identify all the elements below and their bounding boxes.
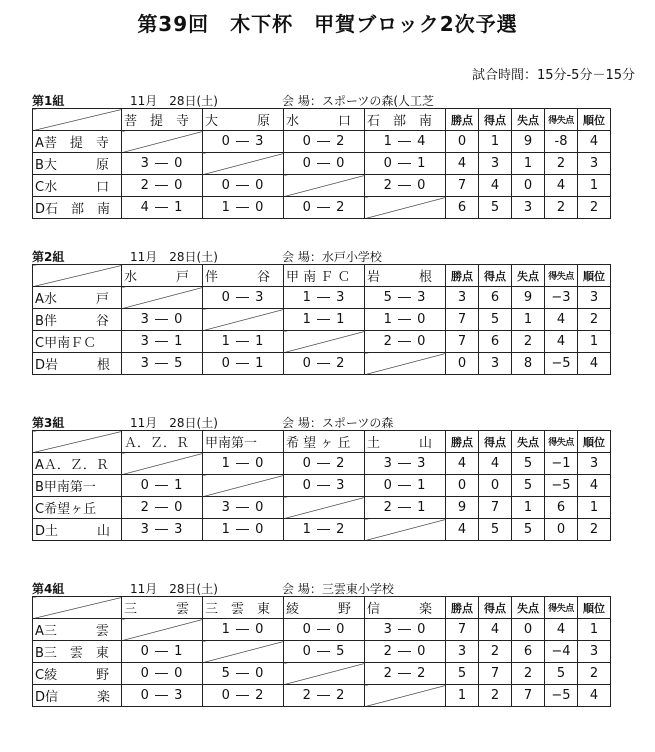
stat-cell: −5 (545, 685, 578, 707)
corner-cell (33, 109, 122, 131)
table-row (33, 131, 611, 153)
self-match-cell (122, 287, 203, 309)
stat-cell: 2 (578, 519, 611, 541)
score-cell: 0 ― 3 (284, 475, 365, 497)
score-cell: 0 ― 1 (122, 475, 203, 497)
score-cell: 0 ― 0 (284, 153, 365, 175)
table-header-row (33, 265, 611, 287)
score-cell: 0 ― 2 (284, 453, 365, 475)
self-match-cell (203, 641, 284, 663)
results-table (32, 108, 611, 219)
self-match-cell (365, 685, 446, 707)
score-cell: 0 ― 2 (203, 685, 284, 707)
stat-header: 勝点 (446, 431, 479, 453)
group-name: 第4組 (32, 582, 65, 596)
stat-header: 失点 (512, 431, 545, 453)
table-row (33, 309, 611, 331)
group-section (32, 248, 640, 375)
stat-cell: 1 (479, 131, 512, 153)
self-match-cell (122, 131, 203, 153)
stat-cell: 2 (545, 153, 578, 175)
stat-cell: 4 (446, 453, 479, 475)
stat-cell: 2 (512, 331, 545, 353)
stat-cell: 3 (578, 641, 611, 663)
self-match-cell (203, 475, 284, 497)
opponent-header: 三 雲 東 (203, 597, 284, 619)
stat-header: 勝点 (446, 265, 479, 287)
table-row (33, 197, 611, 219)
stat-cell: 1 (578, 619, 611, 641)
stat-cell: 4 (578, 353, 611, 375)
stat-cell: 1 (578, 331, 611, 353)
results-table (32, 264, 611, 375)
group-header (32, 248, 640, 264)
table-row (33, 453, 611, 475)
stat-cell: 4 (479, 453, 512, 475)
opponent-header: 土 山 (365, 431, 446, 453)
results-table (32, 596, 611, 707)
group-name: 第3組 (32, 416, 65, 430)
table-row (33, 519, 611, 541)
table-row (33, 353, 611, 375)
opponent-header: 甲 南 Ｆ Ｃ (284, 265, 365, 287)
stat-header: 得点 (479, 109, 512, 131)
self-match-cell (122, 453, 203, 475)
stat-cell: 3 (578, 453, 611, 475)
opponent-header: 石 部 南 (365, 109, 446, 131)
stat-cell: 5 (479, 519, 512, 541)
stat-cell: 5 (545, 663, 578, 685)
corner-cell (33, 265, 122, 287)
score-cell: 5 ― 0 (203, 663, 284, 685)
score-cell: 0 ― 2 (284, 197, 365, 219)
team-label: A三 雲 (33, 619, 122, 641)
opponent-header: 希 望 ヶ 丘 (284, 431, 365, 453)
stat-cell: 6 (479, 331, 512, 353)
stat-cell: 3 (578, 287, 611, 309)
score-cell: 1 ― 2 (284, 519, 365, 541)
stat-cell: 1 (512, 153, 545, 175)
score-cell: 3 ― 0 (203, 497, 284, 519)
table-header-row (33, 109, 611, 131)
opponent-header: 信 楽 (365, 597, 446, 619)
match-time: 試合時間：15分-5分－15分 (471, 68, 635, 83)
stat-cell: 4 (545, 331, 578, 353)
stat-cell: 1 (578, 497, 611, 519)
stat-cell: 6 (512, 641, 545, 663)
stat-cell: 1 (578, 175, 611, 197)
stat-cell: 9 (446, 497, 479, 519)
stat-cell: 4 (446, 519, 479, 541)
stat-cell: 5 (446, 663, 479, 685)
score-cell: 1 ― 0 (365, 309, 446, 331)
stat-header: 勝点 (446, 597, 479, 619)
group-venue: 会 場：スポーツの森 (282, 416, 394, 430)
opponent-header: 大 原 (203, 109, 284, 131)
stat-cell: 5 (512, 475, 545, 497)
stat-cell: 0 (512, 619, 545, 641)
stat-cell: 2 (512, 663, 545, 685)
self-match-cell (284, 497, 365, 519)
table-row (33, 685, 611, 707)
group-section (32, 414, 640, 541)
corner-cell (33, 597, 122, 619)
opponent-header: 水 口 (284, 109, 365, 131)
team-label: D岩 根 (33, 353, 122, 375)
score-cell: 2 ― 0 (365, 331, 446, 353)
group-date: 11月 28日(土) (130, 582, 218, 596)
self-match-cell (365, 197, 446, 219)
stat-cell: 0 (446, 475, 479, 497)
score-cell: 4 ― 1 (122, 197, 203, 219)
self-match-cell (203, 153, 284, 175)
stat-cell: 1 (512, 497, 545, 519)
score-cell: 1 ― 4 (365, 131, 446, 153)
stat-header: 得失点 (545, 109, 578, 131)
table-row (33, 287, 611, 309)
stat-cell: 9 (512, 287, 545, 309)
stat-cell: 0 (446, 131, 479, 153)
group-header (32, 580, 640, 596)
table-row (33, 619, 611, 641)
stat-cell: 3 (446, 287, 479, 309)
score-cell: 2 ― 0 (122, 175, 203, 197)
table-row (33, 641, 611, 663)
stat-header: 得点 (479, 597, 512, 619)
stat-cell: 2 (578, 663, 611, 685)
score-cell: 3 ― 5 (122, 353, 203, 375)
stat-cell: −4 (545, 641, 578, 663)
stat-cell: 5 (512, 453, 545, 475)
table-row (33, 663, 611, 685)
stat-header: 順位 (578, 265, 611, 287)
corner-cell (33, 431, 122, 453)
table-row (33, 331, 611, 353)
team-label: D信 楽 (33, 685, 122, 707)
stat-cell: 0 (512, 175, 545, 197)
stat-cell: 4 (446, 153, 479, 175)
stat-cell: 4 (578, 131, 611, 153)
score-cell: 0 ― 0 (284, 619, 365, 641)
stat-cell: 1 (446, 685, 479, 707)
stat-cell: −1 (545, 453, 578, 475)
score-cell: 0 ― 0 (122, 663, 203, 685)
group-date: 11月 28日(土) (130, 250, 218, 264)
group-date: 11月 28日(土) (130, 416, 218, 430)
stat-header: 得失点 (545, 597, 578, 619)
stat-cell: 2 (578, 309, 611, 331)
stat-cell: 7 (446, 175, 479, 197)
stat-cell: 2 (578, 197, 611, 219)
stat-cell: 4 (578, 685, 611, 707)
table-row (33, 475, 611, 497)
stat-cell: 8 (512, 353, 545, 375)
self-match-cell (122, 619, 203, 641)
stat-header: 失点 (512, 597, 545, 619)
stat-cell: 4 (545, 309, 578, 331)
group-date: 11月 28日(土) (130, 94, 218, 108)
opponent-header: 伴 谷 (203, 265, 284, 287)
group-header (32, 92, 640, 108)
stat-cell: 5 (479, 197, 512, 219)
stat-cell: 4 (578, 475, 611, 497)
self-match-cell (365, 353, 446, 375)
score-cell: 1 ― 3 (284, 287, 365, 309)
team-label: D石 部 南 (33, 197, 122, 219)
score-cell: 3 ― 3 (122, 519, 203, 541)
stat-header: 得点 (479, 431, 512, 453)
self-match-cell (284, 175, 365, 197)
score-cell: 2 ― 1 (365, 497, 446, 519)
group-venue: 会 場：水戸小学校 (282, 250, 382, 264)
score-cell: 1 ― 1 (284, 309, 365, 331)
score-cell: 5 ― 3 (365, 287, 446, 309)
score-cell: 3 ― 1 (122, 331, 203, 353)
opponent-header: 岩 根 (365, 265, 446, 287)
page-title: 第39回 木下杯 甲賀ブロック2次予選 (137, 12, 518, 36)
group-name: 第2組 (32, 250, 65, 264)
team-label: C希望ヶ丘 (33, 497, 122, 519)
team-label: B大 原 (33, 153, 122, 175)
stat-cell: 5 (479, 309, 512, 331)
score-cell: 0 ― 1 (365, 153, 446, 175)
self-match-cell (284, 663, 365, 685)
stat-cell: -8 (545, 131, 578, 153)
score-cell: 0 ― 3 (203, 287, 284, 309)
score-cell: 3 ― 3 (365, 453, 446, 475)
stat-header: 勝点 (446, 109, 479, 131)
stat-cell: 2 (545, 197, 578, 219)
stat-cell: 2 (479, 641, 512, 663)
stat-cell: −5 (545, 353, 578, 375)
score-cell: 0 ― 2 (284, 353, 365, 375)
stat-header: 順位 (578, 431, 611, 453)
stat-header: 得失点 (545, 265, 578, 287)
group-section (32, 580, 640, 707)
stat-header: 順位 (578, 597, 611, 619)
opponent-header: 菩 提 寺 (122, 109, 203, 131)
stat-cell: −5 (545, 475, 578, 497)
opponent-header: 綾 野 (284, 597, 365, 619)
stat-cell: 7 (446, 619, 479, 641)
opponent-header: 三 雲 (122, 597, 203, 619)
score-cell: 2 ― 2 (284, 685, 365, 707)
stat-cell: 7 (446, 331, 479, 353)
team-label: C綾 野 (33, 663, 122, 685)
team-label: C水 口 (33, 175, 122, 197)
stat-cell: 6 (446, 197, 479, 219)
stat-cell: 7 (512, 685, 545, 707)
score-cell: 0 ― 1 (122, 641, 203, 663)
stat-cell: 1 (512, 309, 545, 331)
group-header (32, 414, 640, 430)
team-label: B三 雲 東 (33, 641, 122, 663)
stat-cell: 3 (479, 153, 512, 175)
stat-cell: 2 (479, 685, 512, 707)
score-cell: 0 ― 1 (365, 475, 446, 497)
stat-cell: 7 (479, 663, 512, 685)
stat-header: 失点 (512, 109, 545, 131)
self-match-cell (365, 519, 446, 541)
table-row (33, 175, 611, 197)
score-cell: 1 ― 0 (203, 619, 284, 641)
self-match-cell (284, 331, 365, 353)
score-cell: 3 ― 0 (122, 153, 203, 175)
table-row (33, 497, 611, 519)
stat-cell: 9 (512, 131, 545, 153)
stat-cell: 0 (446, 353, 479, 375)
stat-cell: 4 (545, 175, 578, 197)
stat-cell: 3 (512, 197, 545, 219)
score-cell: 0 ― 3 (122, 685, 203, 707)
stat-cell: 7 (479, 497, 512, 519)
stat-header: 得点 (479, 265, 512, 287)
table-header-row (33, 431, 611, 453)
stat-header: 得失点 (545, 431, 578, 453)
score-cell: 2 ― 0 (122, 497, 203, 519)
stat-cell: 3 (578, 153, 611, 175)
score-cell: 0 ― 0 (203, 175, 284, 197)
stat-cell: 4 (545, 619, 578, 641)
score-cell: 2 ― 0 (365, 641, 446, 663)
score-cell: 3 ― 0 (122, 309, 203, 331)
score-cell: 1 ― 0 (203, 519, 284, 541)
score-cell: 3 ― 0 (365, 619, 446, 641)
team-label: A菩 提 寺 (33, 131, 122, 153)
stat-header: 順位 (578, 109, 611, 131)
group-venue: 会 場：三雲東小学校 (282, 582, 394, 596)
stat-cell: 0 (545, 519, 578, 541)
score-cell: 1 ― 0 (203, 453, 284, 475)
stat-cell: 3 (446, 641, 479, 663)
table-row (33, 153, 611, 175)
stat-cell: −3 (545, 287, 578, 309)
group-venue: 会 場：スポーツの森(人工芝 (282, 94, 435, 108)
score-cell: 2 ― 2 (365, 663, 446, 685)
opponent-header: 水 戸 (122, 265, 203, 287)
score-cell: 0 ― 5 (284, 641, 365, 663)
team-label: AＡ．Ｚ．Ｒ (33, 453, 122, 475)
score-cell: 0 ― 3 (203, 131, 284, 153)
stat-cell: 6 (545, 497, 578, 519)
table-header-row (33, 597, 611, 619)
group-section (32, 92, 640, 219)
stat-header: 失点 (512, 265, 545, 287)
team-label: C甲南ＦＣ (33, 331, 122, 353)
stat-cell: 6 (479, 287, 512, 309)
stat-cell: 7 (446, 309, 479, 331)
score-cell: 2 ― 0 (365, 175, 446, 197)
self-match-cell (203, 309, 284, 331)
team-label: B甲南第一 (33, 475, 122, 497)
results-table (32, 430, 611, 541)
team-label: D土 山 (33, 519, 122, 541)
team-label: A水 戸 (33, 287, 122, 309)
score-cell: 0 ― 1 (203, 353, 284, 375)
score-cell: 1 ― 1 (203, 331, 284, 353)
score-cell: 0 ― 2 (284, 131, 365, 153)
stat-cell: 5 (512, 519, 545, 541)
stat-cell: 4 (479, 619, 512, 641)
opponent-header: Ａ．Ｚ．Ｒ (122, 431, 203, 453)
stat-cell: 3 (479, 353, 512, 375)
opponent-header: 甲南第一 (203, 431, 284, 453)
stat-cell: 0 (479, 475, 512, 497)
team-label: B伴 谷 (33, 309, 122, 331)
score-cell: 1 ― 0 (203, 197, 284, 219)
stat-cell: 4 (479, 175, 512, 197)
group-name: 第1組 (32, 94, 65, 108)
